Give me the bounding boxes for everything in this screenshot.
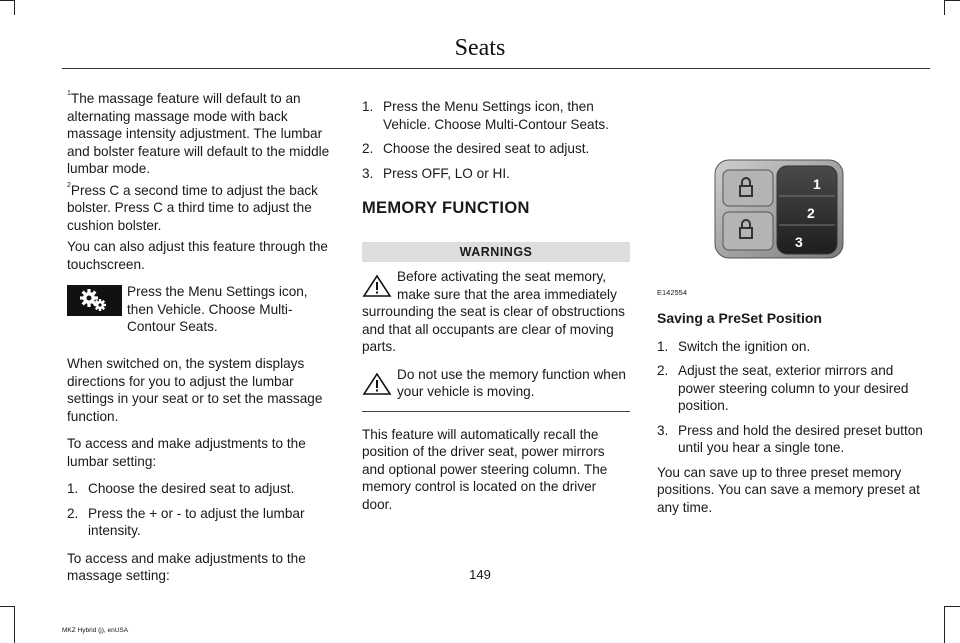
settings-instruction xyxy=(67,283,337,343)
page-number: 149 xyxy=(469,567,491,582)
paragraph: This feature will automatically recall the position of the driver seat, power mirrors and optional power steering column. The memory control is located on the driver door. xyxy=(362,426,608,512)
footnote-1 xyxy=(67,90,337,178)
list-text: Press the Menu Settings icon, then Vehicle. Choose Multi-Contour Seats. xyxy=(383,99,609,132)
warning-item xyxy=(362,366,630,401)
crop-mark xyxy=(945,0,960,1)
crop-mark xyxy=(944,0,945,15)
list-item xyxy=(657,338,929,356)
warnings-divider xyxy=(362,411,630,412)
paragraph: You can also adjust this feature through the touchscreen. xyxy=(67,239,328,272)
footnote-mark: 1 xyxy=(67,90,71,97)
paragraph: To access and make adjustments to the massage setting: xyxy=(67,550,306,583)
paragraph: To access and make adjustments to the lumbar setting: xyxy=(67,436,306,469)
footnote-text: The massage feature will default to an alternating massage mode with back massage intensity adjustment. The lumbar and bolster feature will default to the middle lumbar mode. xyxy=(67,91,330,176)
list-item xyxy=(657,422,929,457)
list-item xyxy=(67,505,337,540)
warning-text: Do not use the memory function when your vehicle is moving. xyxy=(397,366,626,399)
header-divider xyxy=(62,68,930,69)
page-title: Seats xyxy=(454,35,506,61)
column-3 xyxy=(657,100,929,526)
list-text: Press the + or - to adjust the lumbar intensity. xyxy=(88,505,305,538)
instruction-text: Press the Menu Settings icon, then Vehicle. Choose Multi-Contour Seats. xyxy=(127,284,308,334)
paragraph: When switched on, the system displays directions for you to adjust the lumbar settings in your seat or to set the massage function. xyxy=(67,356,323,424)
warning-text: Before activating the seat memory, make sure that the area immediately surrounding the seat is clear of obstructions and that all occupants are clear of moving parts. xyxy=(362,269,625,354)
gear-icon xyxy=(67,285,122,316)
list-text: Choose the desired seat to adjust. xyxy=(383,141,590,156)
footnote-text: Press C a second time to adjust the back bolster. Press C a third time to adjust the cushion bolster. xyxy=(67,182,318,233)
crop-mark xyxy=(14,0,15,15)
column-2 xyxy=(362,98,630,523)
list-item xyxy=(362,165,630,183)
memory-buttons-image xyxy=(657,130,929,297)
memory-button-3: 3 xyxy=(795,234,803,250)
list-item xyxy=(657,362,929,415)
warning-triangle-icon xyxy=(362,372,392,396)
list-number: 1. xyxy=(362,99,374,114)
list-number: 2. xyxy=(67,505,79,521)
list-number: 2. xyxy=(362,141,374,156)
crop-mark xyxy=(0,606,14,607)
crop-mark xyxy=(14,606,15,643)
crop-mark xyxy=(944,606,945,643)
list-text: Adjust the seat, exterior mirrors and power steering column to your desired position. xyxy=(678,363,909,413)
footer-text: MKZ Hybrid (j), enUSA xyxy=(62,627,129,634)
list-number: 3. xyxy=(657,422,669,438)
footnote-mark: 2 xyxy=(67,181,71,189)
crop-mark xyxy=(945,606,960,607)
list-text: Press and hold the desired preset button until you hear a single tone. xyxy=(678,422,923,455)
list-number: 1. xyxy=(67,481,79,496)
list-number: 2. xyxy=(657,363,669,378)
paragraph: You can save up to three preset memory positions. You can save a memory preset at any time. xyxy=(657,464,920,515)
warnings-heading: WARNINGS xyxy=(362,242,630,263)
image-code: E142554 xyxy=(657,288,688,297)
list-text: Switch the ignition on. xyxy=(678,338,811,354)
list-item xyxy=(362,98,630,133)
warning-item xyxy=(362,268,630,356)
memory-button-1: 1 xyxy=(813,176,821,192)
crop-mark xyxy=(0,0,14,1)
list-number: 1. xyxy=(657,338,669,354)
list-text: Press OFF, LO or HI. xyxy=(383,165,510,181)
memory-button-2: 2 xyxy=(807,205,815,221)
subheading: Saving a PreSet Position xyxy=(657,310,822,326)
section-heading: MEMORY FUNCTION xyxy=(362,199,530,217)
list-item xyxy=(67,480,337,498)
list-number: 3. xyxy=(362,165,374,181)
column-1 xyxy=(67,90,337,595)
footnote-2 xyxy=(67,182,337,235)
list-item xyxy=(362,140,630,158)
list-text: Choose the desired seat to adjust. xyxy=(88,481,295,496)
memory-control-illustration xyxy=(657,130,929,260)
warning-triangle-icon xyxy=(362,274,392,298)
